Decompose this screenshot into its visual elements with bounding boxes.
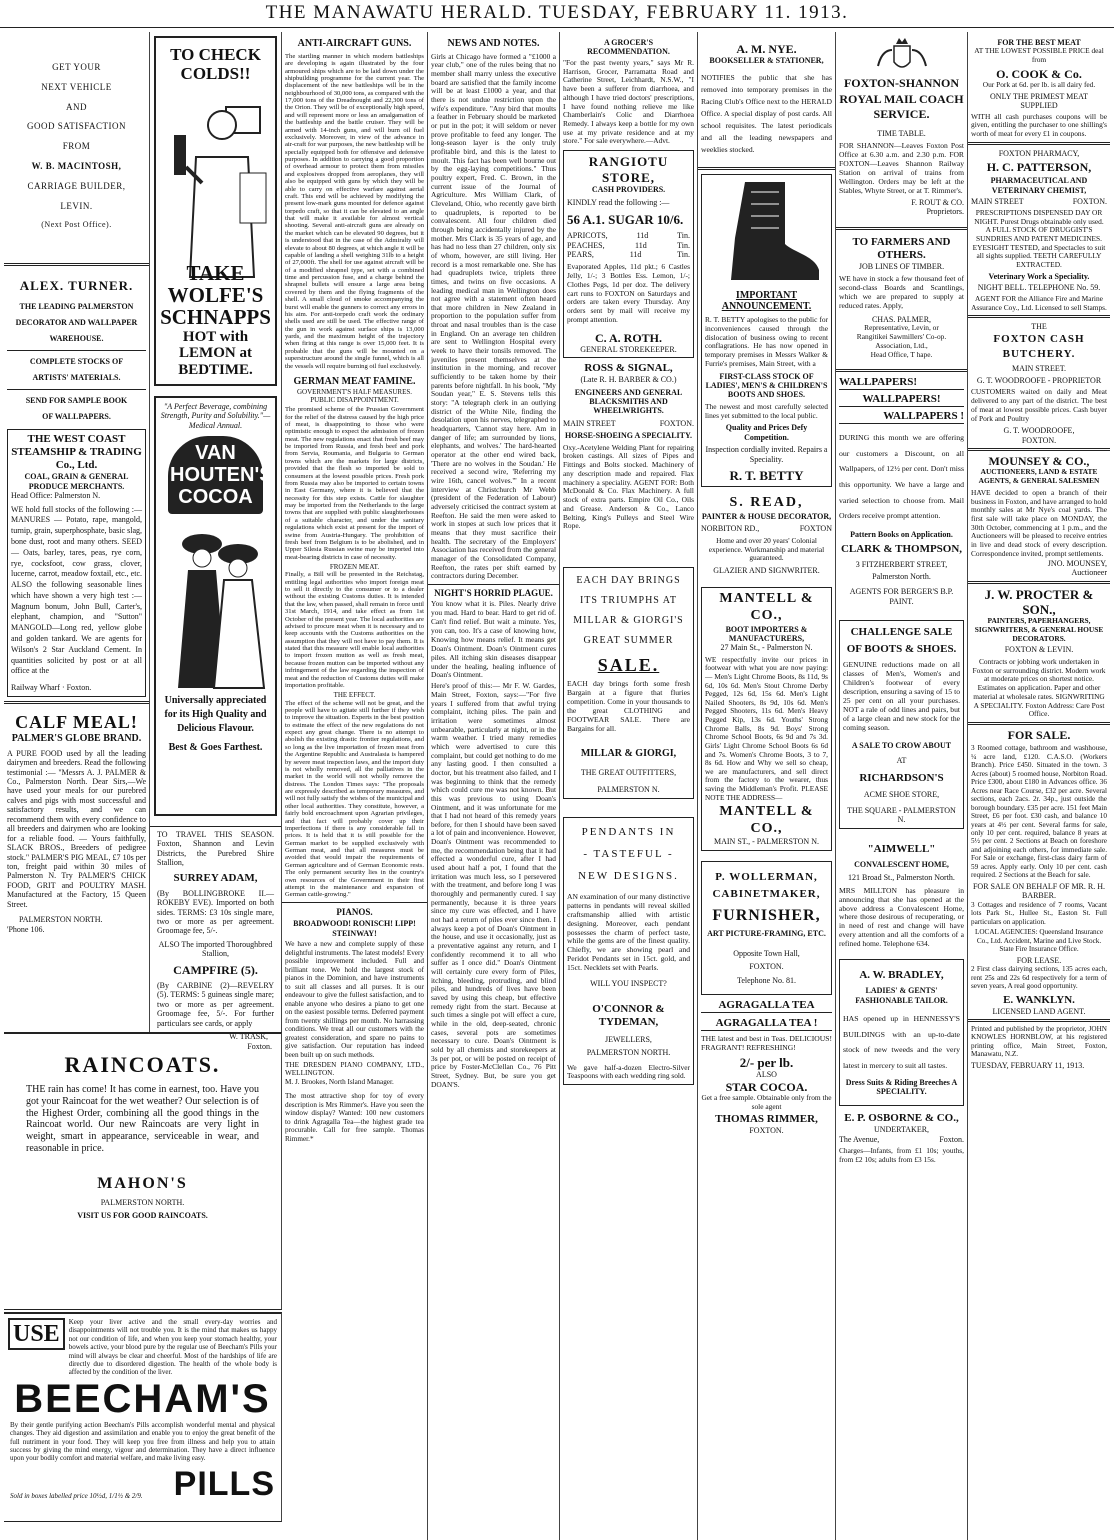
ad-line: (Late R. H. BARBER & CO.) <box>580 375 677 385</box>
ad-line: GET YOUR <box>52 62 101 72</box>
ad-body: EACH day brings forth some fresh Bargain at a figure that fluries competition. Come in your thousands to the great CLOTHING and FOOTWEAR SALE. There are Bargains for all. <box>567 679 690 734</box>
ad-subheading: PALMER'S GLOBE BRAND. <box>11 732 142 744</box>
ad-heading: ROSS & SIGNAL, <box>584 362 673 375</box>
ad-heading: WALLPAPERS! <box>839 393 964 407</box>
ad-title: THOMAS RIMMER, <box>715 1113 818 1126</box>
ad-line: Pattern Books on Application. <box>850 529 953 539</box>
ad-body: We have a new and complete supply of these delightful instruments. The latest models! Every possible improvement included. Full and brilliant tone. We hold the largest stock of pianos in the Dominion, and have instruments to suit all classes and all purses. It is our endeavour to give the fullest satisfaction, and to enable anyone who desires a piano to get one on the easiest possible terms. Deferred payment from twenty shillings per month. No harrassing conditions. We treat all our customers with the greatest consideration, and spare no pains to give satisfaction. Our reputation has indeed been built up on such methods. <box>285 940 424 1059</box>
item-name: PEARS, <box>567 249 594 259</box>
ad-heading: CALF MEAL! <box>15 711 138 732</box>
pendants-ad <box>563 817 694 1085</box>
ad-body: The most attractive shop for toy of every description is Mrs Rimmer's. Have you seen the window display? Wanted: 100 new customers to drink Agragalla Tea—the highest grade tea procurable. Call for free sample. Thomas Rimmer.* <box>285 1092 424 1143</box>
ad-body: Home and over 20 years' Colonial experience. Workmanship and material guaranteed. <box>708 535 825 563</box>
calf-meal-ad <box>4 712 149 934</box>
ad-subheading: CONVALESCENT HOME, <box>854 859 949 869</box>
mantell-ad <box>701 587 832 850</box>
macintosh-ad <box>7 36 146 237</box>
ad-body: TO TRAVEL THIS SEASON. Foxton, Shannon and Levin Districts, the Purebred Shire Stallion, <box>157 830 274 868</box>
ad-line: Sold in boxes labelled price 10½d, 1/1½ & 2/9. <box>10 1492 143 1501</box>
item-price: 11d <box>636 231 649 241</box>
ad-subheading: ENGINEERS AND GENERAL BLACKSMITHS AND WHEELWRIGHTS. <box>574 387 683 416</box>
ad-line: G. T. WOODROOFE, <box>1003 426 1075 436</box>
ad-body: WE hold full stocks of the following :— MANURES — Potato, rape, mangold, turnip, grain, superphosphate, basic slag, bone dust, root and many others. SEED — Oats, barley, tares, peas, rye corn, rye, cocksfoot, cow grass, clover, lucerne, carrot, meadow foxtail, etc., etc. ALSO the following seasonable lines which have shown a very high test :— Magnum bonum, John Bull, Carter's, elephant, champion, and "Sutton" MANGOLD—Long red, yellow globe and golden tankard. We are agents for Wilson's 2 Star Auckland Cement. In quantities solicited by post or at all office at the <box>11 504 142 676</box>
column-6 <box>698 32 836 1540</box>
ad-subheading: CASH PROVIDERS. <box>591 184 666 194</box>
ad-line: (Next Post Office). <box>41 220 112 230</box>
address-town: FOXTON. <box>1072 197 1107 207</box>
ad-body: GENUINE reductions made on all classes of Men's, Women's and Children's footwear of every description, ensuring a saving of 15 to 25 per cent on all your purchases. NOT a rale of odd lines and pairs, but of a large clean and new stock for the coming season. <box>843 660 960 732</box>
ad-line: THE LEADING PALMERSTON <box>19 302 134 312</box>
ad-body: R. T. BETTY apologises to the public for inconveniences caused through the dislocation of business owing to recent conflagrations. He has now opened in temporary premises in Messrs Walker & Furrie's premises, Main Street, with a <box>705 315 828 368</box>
ad-subheading: AUCTIONEERS, LAND & ESTATE AGENTS, & GENERAL SALESMEN <box>978 467 1100 486</box>
ad-line: M. J. Brookes, North Island Manager. <box>285 1077 394 1086</box>
cash-butchery-ad <box>968 322 1110 445</box>
ad-heading: SURREY ADAM, <box>173 871 258 884</box>
ad-line: Railway Wharf · Foxton. <box>11 683 92 693</box>
article-subheading: GOVERNMENT'S HALF MEASURES. PUBLIC DISAPPOINTMENT. <box>296 387 413 404</box>
ad-title: MAHON'S <box>97 1174 188 1192</box>
ad-body: Evaporated Apples, 11d pkt.; 6 Castles Jelly, 1/-; 3 Bottles Ess. Lemon, 1/-; Clothes Pegs, 1d per doz. The delivery cart runs to FOXTON on Saturdays and orders are taken every Thursday. Any orders sent by mail will receive my prompt attention. <box>567 262 690 324</box>
ad-line: ACME SHOE STORE, <box>863 790 940 800</box>
ad-address <box>839 1135 964 1144</box>
article-subheading: FROZEN MEAT. <box>329 563 380 572</box>
column-4 <box>428 32 560 1540</box>
article-body: The promised scheme of the Prussian Government for the relief of the distress caused by the high price of meat, is disappointing to those who were optimistic enough to expect the admission of frozen meat. The new regulations enact that fresh beef may be imported from Russia, and fresh beef and pork from Servia, Roumania, and Bulgaria to German towns which are the markets for large districts, provided that the flesh so imported be sold to consumers at the lowest possible prices. Fresh pork from Russia may also be imported to certain towns in East Germany, where it is believed that the necessity for this step exists. Cattle for slaughter may be imported from the Netherlands to the large towns that are supplied with public slaughterhouses of a suitable character, and under the sanitary regulations which exist at present for the import of swine from Austria-Hungary. The prohibition of fresh beef from Belgium is to be abolished, and in Upper Silesia Russian swine may be imported into meat-bearing districts in case of necessity. <box>285 406 424 561</box>
procter-ad <box>968 587 1110 719</box>
ad-body: We gave half-a-dozen Electro-Silver Teaspoons with each wedding ring sold. <box>567 1062 690 1081</box>
wallpapers-ad <box>836 376 967 606</box>
betty-ad <box>701 174 832 488</box>
ad-line: NIGHT BELL. TELEPHONE No. 59. <box>977 283 1101 293</box>
ad-body: CUSTOMERS waited on daily and Meat delivered to any part of the district. The best of meat at lowest possible prices. Cash buyer of Pork and Poultry <box>971 387 1107 423</box>
ad-line: W. B. MACINTOSH, <box>31 160 122 171</box>
ad-heading: TO CHECK COLDS!! <box>170 45 261 83</box>
ad-subheading: BOOKSELLER & STATIONER, <box>709 56 824 66</box>
item-price: 11d <box>635 240 647 250</box>
ad-line: 3 FITZHERBERT STREET, <box>855 560 948 570</box>
ad-body: NOTIFIES the public that she has removed into temporary premises in the Racing Club's Office next to the HERALD Office. A special display of post cards. All school requisites. The latest periodicals and all the leading newspapers and weeklies stocked. <box>701 72 832 155</box>
item-unit: Tin. <box>677 231 690 241</box>
ad-body: Contracts or jobbing work undertaken in Foxton or surrounding district. Modern work at moderate prices on shortest notice. Estimates on application. Paper and other material at wholesale rates. SIGNWRITING A SPECIALITY. Foxton Address: Care Post Office. <box>972 656 1106 719</box>
ad-line: Proprietors. <box>926 207 964 217</box>
ad-line: 121 Broad St., Palmerston North. <box>848 873 955 883</box>
ad-title: SALE. <box>597 655 660 676</box>
ad-line: DECORATOR AND WALLPAPER <box>15 318 138 328</box>
ad-heading: THE WEST COAST STEAMSHIP & TRADING Co., Ltd. <box>11 433 142 472</box>
ad-subheading: FIRST-CLASS STOCK OF LADIES', MEN'S & CHILDREN'S BOOTS AND SHOES. <box>705 371 828 400</box>
ad-heading: ALEX. TURNER. <box>19 277 134 293</box>
osborne-ad <box>836 1112 967 1164</box>
ad-heading: USE <box>8 1318 65 1350</box>
ad-title: PILLS <box>173 1464 275 1503</box>
ad-line: MAIN STREET. <box>1011 364 1067 374</box>
ad-line: Head Office, T hape. <box>870 349 933 359</box>
ad-body: "For the past twenty years," says Mr R. Harrison, Grocer, Parramatta Road and Catherine Street, Leichhardt, N.S.W., "I have been a sufferer from diarrhoea, and although I have tried doctors' prescriptions, I have found nothing relieve me like Chamberlain's Colic and Diarrhoea Remedy. I always keep a bottle for my own use at my private residence and at my store." For sale everywhere.—Advt. <box>563 57 694 146</box>
ad-body: THE rain has come! It has come in earnest, too. Have you got your Raincoat for the wet weather? Our selection is of the Highest Order, combining all the good things in the Raincoat world. Our new Raincoats are very light in weight, smart in appearance, serviceable in wear, and reasonable in price. <box>26 1083 259 1154</box>
ad-line: W. TRASK, <box>229 1032 268 1042</box>
ad-line: PALMERSTON N. <box>597 785 660 795</box>
ad-price-line: 56 A.1. SUGAR 10/6. <box>567 211 684 227</box>
ad-title: BEECHAM'S <box>14 1376 271 1421</box>
ad-line: COMPLETE STOCKS OF <box>29 357 124 367</box>
article-body: Girls at Chicago have formed a "£1000 a year club," one of the rules being that no member shall marry unless the executive board are satisfied that the family income will be at least £1000 a year, and that there is not undue restriction upon the wife's expenditure. "Any bird that moults a feather in February should be marketed or put in the pot; it will seldom or never prove profitable to feed any longer. The long-season layer is the only truly profitable bird, and this is the latest to moult. This fact has been well bourne out by the egg-laying competitions." Thus poultry expert, Fred. C. Brown, in the current issue of the Journal of Agriculture. Mrs William Clark, of Cleveland, Ohio, who recently gave birth to quadruplets, is reported to be convalescent. All four children died through being accidentally injured by the mother. Mrs Clark is 35 years of age, and has had no less than 27 children, only six of whom, however, are still living. Her record is a most remarkable one. She has had quadruplets twice, triplets three times, and twins on five occasions. A leading medical man in Wellington does not agree with a statement often heard that more children in New Zealand in proportion to the population suffer from throat and nasal troubles than is the case in England. On an average ten children are sent to Wellington Hospital every week to have their tonsils removed. The juveniles present themselves at the institution in the morning, and recover sufficiently to be taken home by their parents before nightfall. In his book, "My Soudan year," E. S. Stevens tells this story: "A telegraph clerk in an outlying district of the White Nile, finding the desolation upon his nerves, telegraphed to headquarters, 'Cannot stay here. Am in danger of life; am surrounded by lions, elephants, and wolves.' The hard-hearted operator at the other end wired back, 'There are no wolves in the Soudan.' He received a second wire, 'Referring my wire 16th, cancel wolves.'" In a recent interview at Christchurch Mr Webb (president of the Federation of Labour) adversely criticised the contract system at Reefton. He said the men were asked to work in stopes at such low prices that it means that they must sacrifice their health. The secretary of the Employers' Association has received from the general manager of the Consolidated Company, Reefton, the rates per shift earned by contractors during December. <box>431 51 556 581</box>
ad-title: O'CONNOR & TYDEMAN, <box>592 1002 665 1028</box>
imprint: Printed and published by the proprietor, JOHN KNOWLES HORNBLOW, at his registered printing office, Main Street, Foxton, Manawatu, N.Z. <box>971 1024 1107 1059</box>
column-2 <box>150 32 282 1051</box>
ad-body: The newest and most carefully selected lines yet submitted to the local public. <box>705 401 828 420</box>
ad-price-line: 2/- per lb. <box>739 1055 794 1071</box>
ad-address <box>701 524 832 533</box>
ad-line: LICENSED LAND AGENT. <box>992 1006 1086 1016</box>
ad-body: (By CARBINE (2)—REVELRY (5). TERMS: 5 guineas single mare; two or more as per agreement. Groomage fee, 5/-. For further particulars see cards, or apply <box>157 980 274 1028</box>
cook-meat-ad <box>968 38 1110 139</box>
turner-ad <box>4 278 149 425</box>
stallion-ad <box>150 830 281 1051</box>
challenge-sale-ad <box>839 620 964 829</box>
ad-subheading: AT THE LOWEST POSSIBLE PRICE deal from <box>974 46 1104 65</box>
bradley-ad <box>839 959 964 1106</box>
ad-heading: RAINCOATS. <box>64 1052 221 1077</box>
masthead: THE MANAWATU HERALD. TUESDAY, FEBRUARY 11. 1913. <box>0 2 1114 28</box>
ad-title: C. A. ROTH. <box>594 330 662 345</box>
ad-heading: PIANOS. <box>336 906 373 917</box>
ad-heading: "AIMWELL" <box>867 842 936 855</box>
ad-line: 27 Main St., - Palmerston N. <box>720 643 813 653</box>
ad-subheading: COAL, GRAIN & GENERAL PRODUCE MERCHANTS. <box>24 472 129 491</box>
ad-heading: AGRAGALLA TEA ! <box>701 1017 832 1031</box>
ad-title: RICHARDSON'S <box>859 771 944 784</box>
ad-slogan: Best & Goes Farthest. <box>168 742 263 754</box>
price-row <box>567 241 690 250</box>
ad-heading: FOR SALE. <box>1007 727 1071 742</box>
ad-subheading: FOR LEASE. <box>1016 955 1062 965</box>
ad-heading: MANTELL & CO., <box>719 591 814 623</box>
ad-line: Veterinary Work a Speciality. <box>988 271 1090 281</box>
ad-address <box>971 197 1107 206</box>
ad-line: Dress Suits & Riding Breeches A SPECIALITY. <box>845 1077 958 1096</box>
ad-subheading: LADIES' & GENTS' FASHIONABLE TAILOR. <box>855 986 948 1005</box>
column-1 <box>4 32 150 1032</box>
article-body: You know what it is. Piles. Nearly drive you mad. Hard to bear. Hard to get rid of. Can't find relief. But wait a minute. Yes, you can, too. It's a case of knowing how, Knowing how means relief. It means get Doan's Ointment. Doan's Ointment cures piles. All itching skin diseases disappear under the healing, healing influence of Doan's Ointment. <box>431 599 556 680</box>
millar-giorgi-ad <box>563 567 694 799</box>
column-3 <box>282 32 428 1540</box>
ad-line: - TASTEFUL - <box>583 847 674 860</box>
ad-line: FOXTON & LEVIN. <box>1004 645 1074 655</box>
article-heading: ANTI-AIRCRAFT GUNS. <box>297 38 412 49</box>
read-ad <box>698 495 835 575</box>
ad-subheading: BOOT IMPORTERS & MANUFACTURERS, <box>725 624 808 643</box>
macintosh-lines <box>10 58 143 234</box>
ad-line: THE <box>1031 322 1047 332</box>
boot-illustration <box>707 178 827 288</box>
ad-subheading: PHARMACEUTICAL AND VETERINARY CHEMIST, <box>990 176 1088 195</box>
ad-line: FOXTON. <box>1021 435 1057 445</box>
royal-mail-ad <box>836 36 967 217</box>
ad-line: THE DRESDEN PIANO COMPANY, LTD., WELLINGTON. <box>285 1060 424 1078</box>
ad-heading: FOXTON CASH BUTCHERY. <box>993 332 1085 361</box>
ad-subheading: HORSE-SHOEING A SPECIALITY. <box>564 431 693 441</box>
address-town: FOXTON. <box>659 418 694 428</box>
ad-body: DURING this month we are offering our customers a Discount, on all Wallpapers, of 12½ per cent. Don't miss this opportunity. We have a large and varied selection to choose from. Mail Orders receive prompt attention. <box>839 433 964 521</box>
rangiotu-store-ad <box>563 150 694 358</box>
ad-heading: WALLPAPERS! <box>839 376 964 390</box>
ad-heading: P. WOLLERMAN, <box>715 870 818 883</box>
ad-body: Oxy.-Acetylene Welding Plant for repairing broken castings. All sizes of Pipes and Fittings and Bolts stocked. Machinery of any description made and repaired. Flax machinery a speciality. AGENT FOR: Both McDonald & Co. Flax Machinery. A full stock of extra parts. Empire Oil Co., Oils and Grease. Anderson & Co., Lanco Belting, King's Pulleys and Steel Wire Rope. <box>563 442 694 531</box>
ad-line: Opposite Town Hall, <box>733 948 800 958</box>
ad-heading: WALLPAPERS ! <box>839 410 964 424</box>
ad-subheading: FOR SALE ON BEHALF OF MR. R. H. BARBER. <box>972 881 1106 901</box>
ad-line: LEVIN. <box>60 200 93 211</box>
ad-title: R. T. BETTY <box>729 468 804 484</box>
ad-title: TAKE WOLFE'S SCHNAPPS <box>160 261 271 330</box>
ad-line: ONLY THE PRIMEST MEAT SUPPLIED <box>990 91 1088 111</box>
ad-title: STAR COCOA. <box>725 1079 808 1094</box>
item-unit: Tin. <box>677 249 690 259</box>
ad-line: AT <box>896 756 907 766</box>
item-price: 11d <box>629 249 642 259</box>
ad-line: PALMERSTON NORTH. <box>100 1197 185 1207</box>
item-unit: Tin. <box>677 240 690 250</box>
ad-heading: TO FARMERS AND OTHERS. <box>852 235 951 261</box>
imprint-date: TUESDAY, FEBRUARY 11, 1913. <box>971 1060 1085 1070</box>
for-sale-ad <box>968 728 1110 1016</box>
article-body: The startling manner in which modern battleships are developing is again illustrated by the four armoured ships which are to be laid down under the shipbuilding programme for the current year. The displacement of the new battleships will be in the neighbourhood of 30,000 tons, as compared with the 17,000 tons of the Dreadnought and 22,300 tons of the Orion. They will be of exceptionally high speed, and will represent more or less an amalgamation of the battleship and the battle cruiser. They will be armed with 14-inch guns, and will burn oil fuel exclusively. Moreover, in view of the advance in air-craft for war purposes, the new battleship will be specially equipped both for offensive and defensive purposes. In addition to carrying a good proportion of overhead armour to protect them from missiles and explosives dropped from aeroplanes, they will also be equipped with guns by which they will be able to carry on effective warfare against aerial craft. This end will be achieved by modifying the present low-mark guns mounted for defence against torpedo craft, so that it can be elevated to an angle that will make it available for almost vertical shooting. Several anti-aircraft guns are already on the market which can be elevated 90 degrees, but it is understood that in the case of the Admiralty will elevate to about 80 degrees, at which angle it will be capable of landing a shell weighing 31lb to a height of 27,000ft. The shell for use against aircraft will be of a modified shrapnel type, set with a combined time and percussion fuse, and a charge behind the shrapnel bullets will ensure a large area being covered by them and the flying fragments of the shell. A small cloud of smoke accompanying the burst will enable the gunners to correct any errors in his aim. For anti-torpedo craft work the ordinary shells used are still be used. The effective range of the gun in work against surface ships is 13,000 yards, and the maximum height of the trajectory when firing at this range is over 15,000 feet. It is probable that the guns will be mounted on a superstructure around the single funnel, which is all the vessels will require burning oil fuel exclusively. <box>285 52 424 370</box>
ad-body: WITH all cash purchases coupons will be given, entitling the purchaser to one shilling's worth of meat for every £1 in coupons. <box>971 111 1107 139</box>
ad-line: NEW DESIGNS. <box>578 869 679 882</box>
ad-line: FROM <box>62 141 91 152</box>
farmers-timber-ad <box>836 236 967 360</box>
ad-body: HAVE decided to open a branch of their business in Foxton, and have arranged to hold monthly sales at Mr Nye's coal yards. The first sale will take place on MONDAY, the 30th October, commencing at 1 p.m., and the Auctioneers will be pleased to receive entries in live and dead stock of every description. Correspondence invited, prompt settlements. <box>971 487 1107 558</box>
ad-slogan: HOT with LEMON at BEDTIME. <box>178 328 253 378</box>
ad-body: LOCAL AGENCIES: Queensland Insurance Co., Ltd. Accident, Marine and Live Stock. State Fire Insurance Office. <box>974 928 1104 954</box>
item-name: PEACHES, <box>567 240 605 250</box>
agragalla-ad <box>698 999 835 1136</box>
ad-subheading: UNDERTAKER, <box>873 1125 930 1135</box>
ad-body: Get a free sample. Obtainable only from the sole agent <box>701 1092 832 1111</box>
mounsey-ad <box>968 454 1110 577</box>
ad-subheading: A SALE TO CROW ABOUT <box>851 740 952 750</box>
van-houtens-ad <box>154 396 277 816</box>
ad-subheading: JOB LINES OF TIMBER. <box>858 261 945 271</box>
ad-line: Quality and Prices Defy Competition. <box>725 423 808 442</box>
ad-line: Palmerston North. <box>872 571 931 581</box>
ross-signal-ad <box>560 362 697 531</box>
ad-body: FOR SHANNON—Leaves Foxton Post Office at 6.30 a.m. and 2.30 p.m. FOR FOXTON—Leaves Shannon Railway Station on arrival of trains from Wellington. Orders may be left at the Stables, Whyte Street, or at T. Rimmer's. <box>839 141 964 195</box>
ad-line: G. T. WOODROOFE - PROPRIETOR <box>976 375 1102 385</box>
column-5 <box>560 32 698 1540</box>
ad-line: THE SQUARE - PALMERSTON N. <box>847 805 956 825</box>
ad-subheading: CABINETMAKER, <box>712 887 821 900</box>
item-name: APRICOTS, <box>567 231 608 241</box>
ad-title: H. C. PATTERSON, <box>986 160 1092 175</box>
ad-subheading: TIME TABLE. <box>877 128 926 138</box>
ad-title: O. COOK & Co. <box>996 66 1082 81</box>
ad-heading: FOR THE BEST MEAT <box>997 38 1081 47</box>
ad-body: AGENT FOR the Alliance Fire and Marine Assurance Coy., Ltd. Licensed to sell Stamps. <box>971 293 1107 312</box>
ad-line: GLAZIER AND SIGNWRITER. <box>713 566 820 576</box>
ad-heading: A GROCER'S RECOMMENDATION. <box>587 38 670 57</box>
wolfes-schnapps-ad <box>154 36 277 386</box>
ad-body: WE have in stock a few thousand feet of second-class Boards and Scantlings, which we are prepared to supply at reduced rates. Apply, <box>839 274 964 311</box>
ad-line: SEND FOR SAMPLE BOOK <box>25 396 128 406</box>
ad-subheading: PAINTERS, PAPERHANGERS, SIGNWRITERS, & GENERAL HOUSE DECORATORS. <box>974 616 1104 643</box>
address-street: MAIN STREET <box>563 418 616 428</box>
article-subheading: THE EFFECT. <box>333 691 376 700</box>
address-street: NORBITON RD., <box>701 524 760 534</box>
article-body: Here's proof of this:— Mr F. W. Gardes, Main Street, Foxton, says:—"For five years I suffered from that awful trying complaint, itching piles. The pain and irritation were sometimes almost unbearable, particularly at night, or in the warm weather. I tried many remedies which were advertised to cure this complaint, but could get nothing to do me any lasting good. I then consulted a doctor, but his treatment also failed, and I was beginning to think that the remedy which could cure me was not known. But this was previous to using Doan's Ointment, and it was unfortunate for me that I had not heard of this remedy years before, for then I should have been saved a lot of pain and inconvenience. However, Doan's Ointment was recommended to me, the recommendation being that it had effected a wonderful cure, after I had used about half a pot, I found that the irritation was much less, so I persevered with the treatment, and before long I was thoroughly and permanently cured. I say permanently, because it is three years since my cure was effected, and I have not had a return of piles ever since then. I always keep a pot of Doan's Ointment in the house, and use it occasionally, just as a preventative against any return, and I confidently recommend it to all who suffer as I once did." Doan's Ointment will certainly cure every form of Piles, itching, bleeding, protruding, and blind piles, and hundreds of lives have been saved by using this cheap, but effective remedy right from the start. Because at such times a single pot will effect a cure, while in the old, deep-seated, chronic cases, several pots are sometimes necessary to cure. Doan's Ointment is sold by all chemists and storekeepers at 3s per pot, or will be posted on receipt of price by Foster-McClellan Co., 76 Pitt Street, Sydney. But, be sure you get DOAN'S. <box>431 681 556 1089</box>
article-body: Finally, a Bill will be presented in the Reichstag, entitling legal authorities who import foreign meat to sell it directly to the consumer or to a dealer without the existing Customs duties. It is intended that the law, when passed, shall remain in force until 31st March, 1914, and take effect as from 1st October of the present year. The local authorities are advised to procure meat when it is necessary and to keep accounts with the Customs authorities on the assumption that they will not have to pay them. It is stated that this measure will enable local authorities to import frozen mutton as well as fresh meat, because frozen mutton can be imported without any infringement of the law regarding the inspection of meat and the reduction of Customs duties will make importation profitable. <box>285 571 424 689</box>
ad-line: ART PICTURE-FRAMING, ETC. <box>707 929 826 939</box>
ad-line: ALSO <box>756 1070 777 1080</box>
address-street: The Avenue, <box>839 1134 880 1144</box>
ad-line: Head Office: Palmerston N. <box>11 491 101 501</box>
ad-line: ARTISTS' MATERIALS. <box>32 373 121 383</box>
ad-line: PALMERSTON NORTH. <box>19 915 103 925</box>
ad-line: CARRIAGE BUILDER, <box>27 180 126 191</box>
ad-subheading: BROADWOOD! RONISCH! LIPP! STEINWAY! <box>293 919 416 938</box>
address-town: FOXTON <box>799 524 832 534</box>
ad-line: Representative, Levin, or <box>864 323 939 333</box>
ad-heading: A. W. BRADLEY, <box>859 969 944 982</box>
ad-line: FOXTON. <box>749 962 784 972</box>
ad-heading: FOXTON-SHANNON ROYAL MAIL COACH SERVICE. <box>839 76 964 122</box>
beechams-ad <box>4 1312 282 1522</box>
ad-line: Foxton. <box>247 1041 272 1051</box>
ad-body: Charges—Infants, from £1 10s; youths, from £2 10s; adults from £3 15s. <box>839 1146 964 1164</box>
ad-body: MRS MILLTON has pleasure in announcing that she has opened at the above address a Convalescent Home, where those desirous of recuperating, or in need of rest and change will have every attention and all the comforts of a refined home. Telephone 634. <box>839 885 964 949</box>
ad-body: Keep your liver active and the small every-day worries and disappointments will not trouble you. It is the mind that makes us happy not our condition of life, and when you keep your stomach healthy, your bowels active, your blood pure by the regular use of Beecham's Pills your mind will always be clear and cheerful. Most of the hardships of life are directly due to disordered digestion. The health of the whole body is affected by the condition of the liver. <box>68 1318 277 1377</box>
ad-heading: FOXTON PHARMACY, <box>998 148 1080 158</box>
wollerman-ad <box>701 861 832 996</box>
ad-heading: MOUNSEY & CO., <box>988 454 1090 469</box>
ad-body: 2 First class dairying sections, 135 acres each, rent 25s and 22s 6d respectively for a term of seven years, A real good opportunity. <box>971 965 1107 991</box>
ad-body: THE latest and best in Teas. DELICIOUS! FRAGRANT! REFRESHING! <box>701 1034 832 1053</box>
ad-heading: A. M. NYE. <box>736 42 797 56</box>
ad-tagline: Universally appreciated for its High Quality and Delicious Flavour. <box>164 695 267 735</box>
ad-body: AN examination of our many distinctive patterns in pendants will reveal skilled craftsmanship allied with artistic designing. Moreover, each pendant possesses the charm of perfect taste, while the gems are of the finest quality. Chiefly, we are showing pearl and Peridot Pendants set in 15ct. gold, and 15ct. Necklets set with Pearls. <box>567 891 690 973</box>
ad-subheading: PAINTER & HOUSE DECORATOR, <box>701 511 832 521</box>
ad-line: GENERAL STOREKEEPER. <box>580 344 677 354</box>
price-row <box>567 231 690 240</box>
ad-body: 3 Roomed cottage, bathroom and washhouse, ¼ acre land, £120. C.A.S.O. (Workers Branch). Price £450. Situated in the town. 3 Acres (about) 5 roomed house, Norbiton Road. Price £300, about £180 in Advances office. 36 Acres near Race Course, £32 per acre. Several sections, each 2acs. 2r. 34p., just outside the borough boundary. £35 per acre. 151 feet Main Street, £6 per foot. £30 cash, and balance 10 years at 4½ per cent. Several farms for sale, only 10 per cent. required, balance 8 years at 5½ per cent. 2 Sections at Beach on foreshore and adjoining each others, for immediate sale. For Sale or exchange, first-class dairy farm of 59 acres. Apply early. Only 10 per cent. cash required. 2 Sections at the Beach for sale. <box>971 744 1107 880</box>
ad-heading: CAMPFIRE (5). <box>173 962 258 977</box>
ad-line: AGENTS FOR BERGER'S B.P. PAINT. <box>849 587 954 606</box>
ad-body: WE respectfully invite our prices in footwear with what you are now paying:— Men's Light Chrome Boots, 8s 11d, 9s 6d, 10s 6d. Men's Stout Chrome Derby Pegged, 12s 6d, 15s 6d. Men's Light Nailed Shooters, 8s 9d, 10s 6d. Men's Pegged Shooters, 11s 6d. Men's Heavy Pegged Kip, 13s 6d. Youths' Strong Chrome Balls, 8s 9d. Boys' Strong Chrome School Boots, 6s 9d and 7s 3d. Girls' Light Chrome School Boots 6s 6d and 7s. Women's Chrome Boots, 3 to 7, 8s 6d. How and Why we sell so cheap, we are manufacturers, and sell direct from the factory to the wearer, thus saving the Middleman's Profit. PLEASE NOTE THE ADDRESS— <box>705 654 828 802</box>
ad-heading: CHALLENGE SALE OF BOOTS & SHOES. <box>846 626 957 655</box>
ad-heading: E. P. OSBORNE & CO., <box>844 1112 959 1125</box>
address-street: MAIN STREET <box>971 197 1024 207</box>
ad-line: 'Phone 106. <box>7 924 45 934</box>
pharmacy-ad <box>968 149 1110 312</box>
article-heading: NIGHT'S HORRID PLAGUE. <box>434 587 553 598</box>
ad-line: OF WALLPAPERS. <box>42 412 111 422</box>
ad-line: F. ROUT & CO. <box>911 197 964 207</box>
ad-line: VISIT US FOR GOOD RAINCOATS. <box>77 1211 208 1221</box>
ad-quote: "A Perfect Beverage, combining Strength, Purity and Solubility."— Medical Annual. <box>160 402 271 430</box>
ad-line: MAIN ST., - PALMERSTON N. <box>714 837 819 847</box>
ad-line: JNO. MOUNSEY, <box>1047 558 1107 568</box>
article-body: The effect of the scheme will not be great, and the people will have to agitate still further if they wish to improve the situation. Experts in the best position to estimate the effect of the new regulations do not expect any great change. There is no attempt to abolish the existing drastic frontier regulations, and so long as the live importation of frozen meat from the Argentine Republic and Australasia is hampered by severe meat inspection laws, and the import duty is not wholly removed, all the palliatives in the market in the world will not wholly remove the distress. The London Times says: "The proposals are expressly described as temporary measures, and will not fully satisfy the wishes of the municipal and other local authorities. They constitute, however, a fairly bold encroachment upon Agrarian privileges, and that fact will probably cover up their imperfections if there is any considerable fall in prices. It is held that it is still possible for the German market to be supplied exclusively with German meat, and that all measures must be avoided that would impair the requirements of German agriculture and of German Economic rests. The only permanent security lies in the country's own resources of the Government in their first attempt in the maintenance and expansion of German cattle-growing." <box>285 699 424 899</box>
ad-address <box>563 419 694 428</box>
column-7 <box>836 32 968 1540</box>
west-coast-ad <box>7 429 146 696</box>
ad-line: NEXT VEHICLE <box>41 81 112 92</box>
ad-title: VAN HOUTEN'S COCOA <box>168 436 263 514</box>
aimwell-ad <box>836 843 967 950</box>
ad-line: EACH DAY BRINGS <box>576 575 681 587</box>
price-row <box>567 250 690 259</box>
ad-title: FURNISHER, <box>712 906 821 924</box>
man-with-bottle-illustration <box>156 87 278 287</box>
ad-body: A PURE FOOD used by all the leading dairymen and breeders. Read the following testimonial :— "Messrs A. J. PALMER & Co., Palmerston North. Dear Sirs,—We have used your meals for our purebred calves and pigs with most successful and satisfactory results, and we can recommend them with every confidence to all breeders and dairymen who are looking for a reliable food. — Yours faithfully, SLACK BROS., Breeders of pedigree stock." PALMER'S PIG MEAL, £7 10s per ton, freight paid within 30 miles of Palmerston N. Try PALMER'S CHICK FOOD, GRIT and POULTRY MASH. Manufactured at the Factory, 15 Queen Street. <box>7 748 146 909</box>
ad-title: CLARK & THOMPSON, <box>840 543 963 556</box>
column-8 <box>968 32 1110 1540</box>
ad-line: GOOD SATISFACTION <box>26 121 127 132</box>
ad-line: Telephone No. 81. <box>737 975 796 985</box>
ad-line: Rangitikei Sawmillers' Co-op. Association, Ltd., <box>856 332 947 350</box>
ad-body: By their gentle purifying action Beecham's Pills accomplish wonderful mental and physical changes. They aid digestion and assimilation and enable you to enjoy the great benefit of the full nutriment in your food. They will keep you free from illness and help you to attain success by giving the mind energy, vigour and determination. They have a direct influence upon your bodily comfort and material welfare, and make living easy. <box>10 1420 275 1463</box>
ad-line: GREAT SUMMER <box>583 635 674 647</box>
ad-title: MILLAR & GIORGI, <box>580 748 677 760</box>
article-heading: NEWS AND NOTES. <box>447 38 540 49</box>
ad-heading: AGRAGALLA TEA <box>701 999 832 1013</box>
ad-body: (By BOLLINGBROKE II.—ROKEBY EVE). Imported on both sides. TERMS: £3 10s single mare, two or more as per agreement. Groomage fee, 5/-. <box>157 888 274 936</box>
ad-heading: S. READ, <box>729 495 804 511</box>
ad-body: PRESCRIPTIONS DISPENSED DAY OR NIGHT. Purest Drugs obtainable only used. A FULL STOCK OF DRUGGIST'S SUNDRIES AND PATENT MEDICINES. EYESIGHT TESTED, and Spectacles to suit all sights supplied. TEETH CAREFULLY EXTRACTED. <box>972 207 1106 270</box>
article-heading: GERMAN MEAT FAMINE. <box>293 375 416 387</box>
ad-line: Auctioneer <box>1071 568 1107 578</box>
ad-line: AND <box>66 101 87 112</box>
ad-body: HAS opened up in HENNESSY'S BUILDINGS with an up-to-date stock of new tweeds and the very latest in mercery to suit all tastes. <box>843 1014 960 1070</box>
ad-title: MANTELL & CO., <box>719 804 814 836</box>
royal-coat-of-arms-icon <box>872 36 932 76</box>
ad-line: FOXTON. <box>749 1126 784 1136</box>
ad-heading: IMPORTANT ANNOUNCEMENT. <box>721 289 812 313</box>
ad-heading: J. W. PROCTER & SON., <box>984 586 1094 617</box>
ad-body: 3 Cottages and residence of 7 rooms, Vacant lots Park St., Hullee St., Easton St. Full particulars on application. <box>971 900 1107 926</box>
raincoats-ad <box>4 1032 282 1310</box>
ad-line: CHAS. PALMER, <box>871 315 932 324</box>
ad-line: ALSO The imported Thoroughbred Stallion, <box>158 939 273 959</box>
ad-line: PALMERSTON NORTH. <box>586 1048 671 1058</box>
ad-line: THE GREAT OUTFITTERS, <box>580 767 677 777</box>
ad-line: Inspection cordially invited. Repairs a Speciality. <box>705 445 828 464</box>
ad-line: WAREHOUSE. <box>49 334 104 344</box>
ad-line: WILL YOU INSPECT? <box>590 979 667 989</box>
ad-line: PENDANTS IN <box>581 825 676 838</box>
ad-title: E. WANKLYN. <box>1003 993 1075 1006</box>
ad-heading: RANGIOTU STORE, <box>588 154 669 185</box>
two-ladies-illustration <box>160 520 274 690</box>
ad-line: JEWELLERS, <box>605 1034 652 1044</box>
ad-line: KINDLY read the following :— <box>567 198 670 208</box>
ad-line: MILLAR & GIORGI'S <box>573 615 684 627</box>
ad-body: Our Pork at 6d. per lb. is all dairy fed. <box>982 80 1096 90</box>
address-town: Foxton. <box>939 1134 964 1144</box>
ad-line: ITS TRIUMPHS AT <box>579 595 678 607</box>
